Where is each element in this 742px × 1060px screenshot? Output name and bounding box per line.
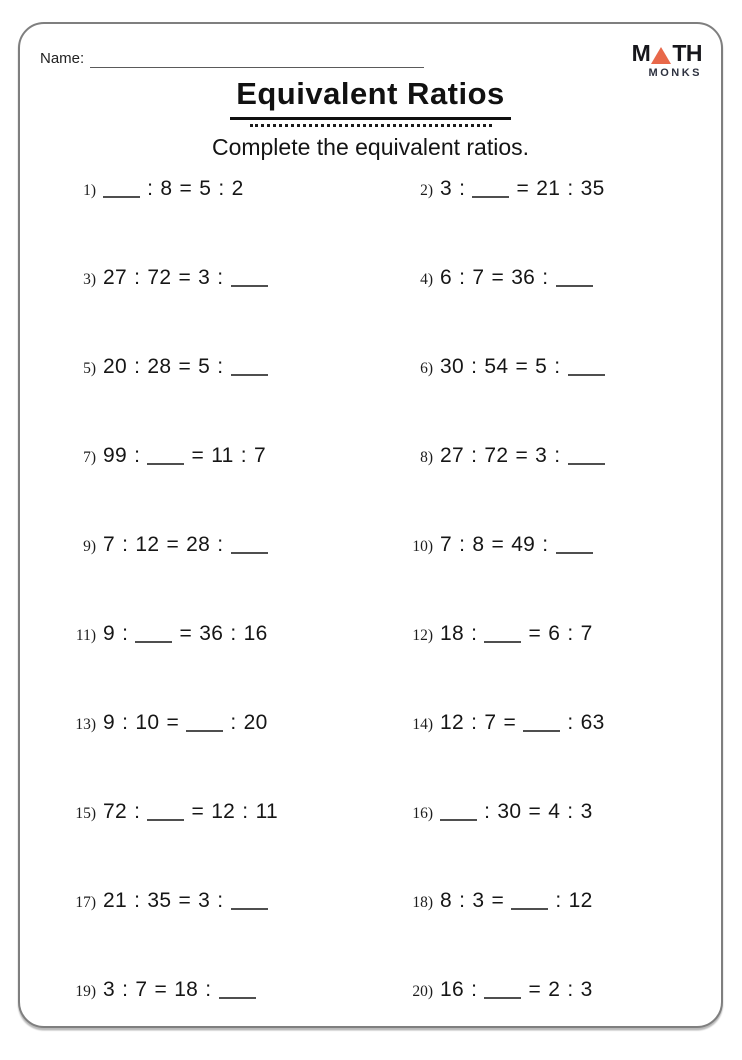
instructions: Complete the equivalent ratios. xyxy=(211,134,530,160)
problem xyxy=(60,882,397,971)
problem-expression: 27 : 72 = 3 : xyxy=(103,266,268,290)
problem xyxy=(397,259,734,348)
problem-number: 9) xyxy=(83,538,96,555)
problem-number: 1) xyxy=(83,182,96,199)
problem-expression: 6 : 7 = 36 : xyxy=(440,266,593,290)
problem-number: 19) xyxy=(75,983,96,1000)
problem-expression: 72 : = 12 : 11 xyxy=(103,800,278,823)
logo-wordmark xyxy=(632,42,702,65)
problem-expression: 20 : 28 = 5 : xyxy=(103,355,268,379)
problem-number: 18) xyxy=(412,894,433,911)
problem xyxy=(397,793,734,882)
problem-expression: 21 : 35 = 3 : xyxy=(103,889,268,913)
problem-expression: 30 : 54 = 5 : xyxy=(440,355,605,379)
problem xyxy=(397,170,734,259)
problem-number: 17) xyxy=(75,894,96,911)
answer-blank[interactable] xyxy=(219,983,256,999)
problem-number: 2) xyxy=(420,182,433,199)
answer-blank[interactable] xyxy=(147,449,184,465)
answer-blank[interactable] xyxy=(147,805,184,821)
answer-blank[interactable] xyxy=(484,627,521,643)
answer-blank[interactable] xyxy=(556,271,593,287)
problem-expression: 3 : = 21 : 35 xyxy=(440,177,605,200)
logo-triangle-icon xyxy=(651,47,671,64)
answer-blank[interactable] xyxy=(484,983,521,999)
problem-number: 20) xyxy=(412,983,433,1000)
problem-expression: 18 : = 6 : 7 xyxy=(440,622,593,645)
problem-expression: 9 : = 36 : 16 xyxy=(103,622,268,645)
problem-number: 8) xyxy=(420,449,433,466)
problem-expression: 8 : 3 = : 12 xyxy=(440,889,593,912)
math-monks-logo xyxy=(632,42,702,79)
problem-expression: 27 : 72 = 3 : xyxy=(440,444,605,468)
answer-blank[interactable] xyxy=(186,716,223,732)
answer-blank[interactable] xyxy=(231,538,268,554)
problem xyxy=(397,882,734,971)
problem-number: 15) xyxy=(75,805,96,822)
problem-number: 14) xyxy=(412,716,433,733)
problem xyxy=(397,437,734,526)
problem-number: 3) xyxy=(83,271,96,288)
answer-blank[interactable] xyxy=(135,627,172,643)
problem xyxy=(397,704,734,793)
name-label: Name: xyxy=(40,50,85,67)
problem xyxy=(60,793,397,882)
page-title: Equivalent Ratios xyxy=(230,76,511,120)
problem-expression: 9 : 10 = : 20 xyxy=(103,711,268,734)
problem-expression: 7 : 12 = 28 : xyxy=(103,533,268,557)
answer-blank[interactable] xyxy=(556,538,593,554)
logo-text-th: TH xyxy=(672,40,702,66)
problem xyxy=(397,348,734,437)
problem-number: 11) xyxy=(75,627,96,644)
answer-blank[interactable] xyxy=(231,271,268,287)
problem-number: 7) xyxy=(83,449,96,466)
problem-list xyxy=(60,170,734,1060)
problem-number: 12) xyxy=(412,627,433,644)
problem xyxy=(60,437,397,526)
answer-blank[interactable] xyxy=(523,716,560,732)
problem xyxy=(60,348,397,437)
answer-blank[interactable] xyxy=(472,182,509,198)
problem xyxy=(60,971,397,1060)
logo-text-m: M xyxy=(631,40,651,66)
problem xyxy=(60,526,397,615)
problem-expression: 99 : = 11 : 7 xyxy=(103,444,266,467)
answer-blank[interactable] xyxy=(440,805,477,821)
problem-expression: 12 : 7 = : 63 xyxy=(440,711,605,734)
answer-blank[interactable] xyxy=(231,360,268,376)
answer-blank[interactable] xyxy=(231,894,268,910)
problem-number: 6) xyxy=(420,360,433,377)
title-block xyxy=(20,76,721,127)
name-row xyxy=(40,50,424,68)
worksheet-page xyxy=(18,22,723,1028)
answer-blank[interactable] xyxy=(103,182,140,198)
problem xyxy=(60,704,397,793)
problem-expression: 3 : 7 = 18 : xyxy=(103,978,256,1002)
problem xyxy=(60,259,397,348)
problem-expression: : 30 = 4 : 3 xyxy=(440,800,593,824)
problem xyxy=(60,170,397,259)
problem xyxy=(60,615,397,704)
problem-number: 5) xyxy=(83,360,96,377)
problem-expression: 16 : = 2 : 3 xyxy=(440,978,593,1001)
name-input-line[interactable] xyxy=(90,51,424,68)
title-dotted-underline xyxy=(250,124,492,127)
problem xyxy=(397,971,734,1060)
logo-text-monks: MONKS xyxy=(648,67,702,79)
answer-blank[interactable] xyxy=(511,894,548,910)
problem-number: 13) xyxy=(75,716,96,733)
problem-expression: : 8 = 5 : 2 xyxy=(103,177,244,201)
answer-blank[interactable] xyxy=(568,360,605,376)
problem xyxy=(397,615,734,704)
problem-expression: 7 : 8 = 49 : xyxy=(440,533,593,557)
problem xyxy=(397,526,734,615)
problem-number: 16) xyxy=(412,805,433,822)
problem-number: 4) xyxy=(420,271,433,288)
problem-number: 10) xyxy=(412,538,433,555)
answer-blank[interactable] xyxy=(568,449,605,465)
